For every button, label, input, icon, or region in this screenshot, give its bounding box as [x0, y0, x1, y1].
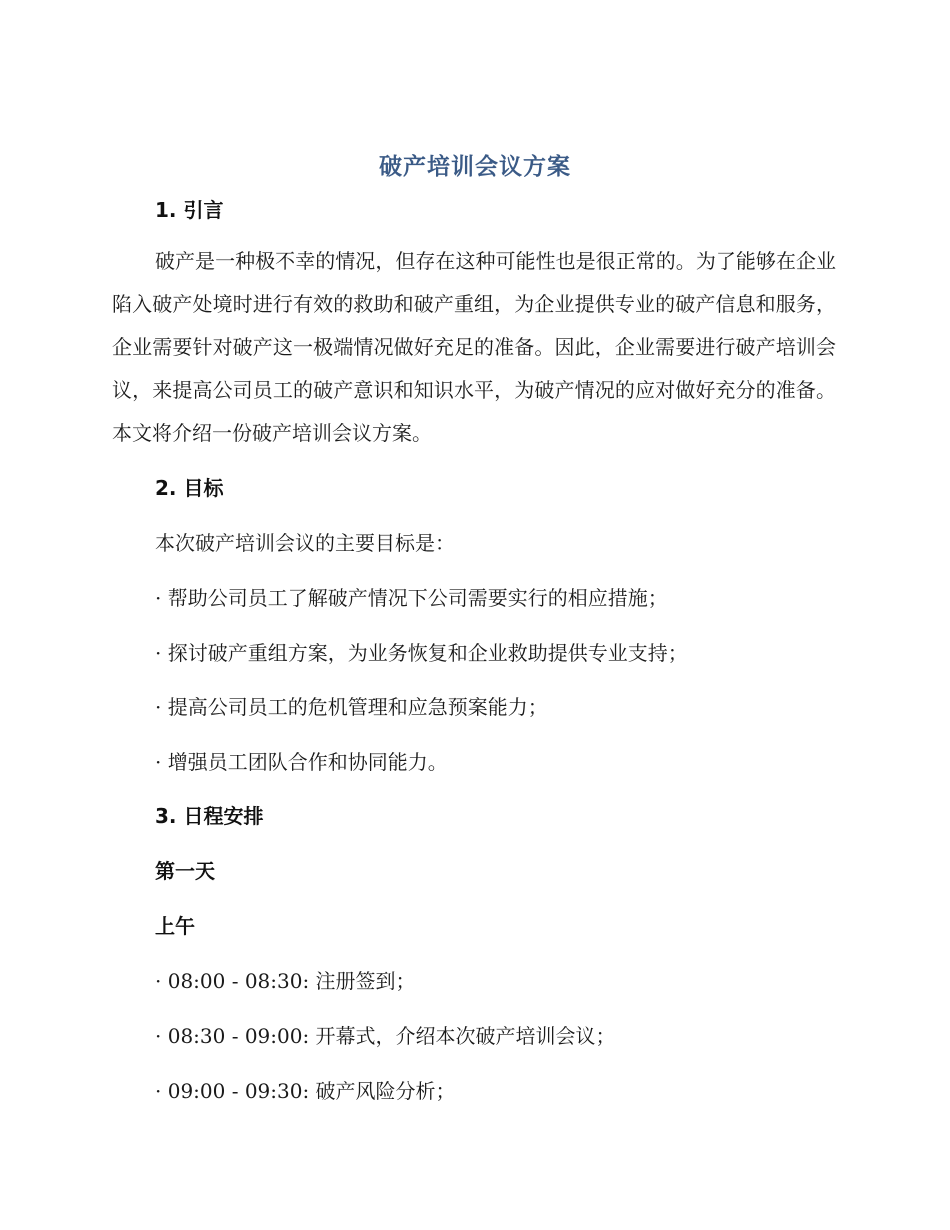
goal-item: · 提高公司员工的危机管理和应急预案能力； [155, 695, 548, 719]
schedule-item: · 09:00 - 09:30: 破产风险分析； [155, 1079, 456, 1103]
goals-intro: 本次破产培训会议的主要目标是： [155, 531, 455, 555]
document-title: 破产培训会议方案 [379, 154, 571, 180]
introduction-paragraph: 破产是一种极不幸的情况，但存在这种可能性也是很正常的。为了能够在企业陷入破产处境时进行有效的救助和破产重组，为企业提供专业的破产信息和服务，企业需要针对破产这一极端情况做好充足的准备。因此，企业需要进行破产培训会议，来提高公司员工的破产意识和知识水平，为破产情况的应对做好充分的准备。本文将介绍一份破产培训会议方案。 [112, 249, 836, 445]
schedule-period-label: 上午 [155, 914, 195, 938]
schedule-item: · 08:30 - 09:00: 开幕式，介绍本次破产培训会议； [155, 1024, 616, 1048]
section-heading-goals: 2. 目标 [155, 476, 224, 500]
section-heading-introduction: 1. 引言 [155, 198, 224, 222]
goal-item: · 增强员工团队合作和协同能力。 [155, 750, 448, 774]
goal-item: · 帮助公司员工了解破产情况下公司需要实行的相应措施； [155, 586, 668, 610]
goal-item: · 探讨破产重组方案，为业务恢复和企业救助提供专业支持； [155, 641, 688, 665]
section-heading-schedule: 3. 日程安排 [155, 804, 264, 828]
schedule-item: · 08:00 - 08:30: 注册签到； [155, 969, 416, 993]
schedule-day-label: 第一天 [155, 859, 215, 883]
